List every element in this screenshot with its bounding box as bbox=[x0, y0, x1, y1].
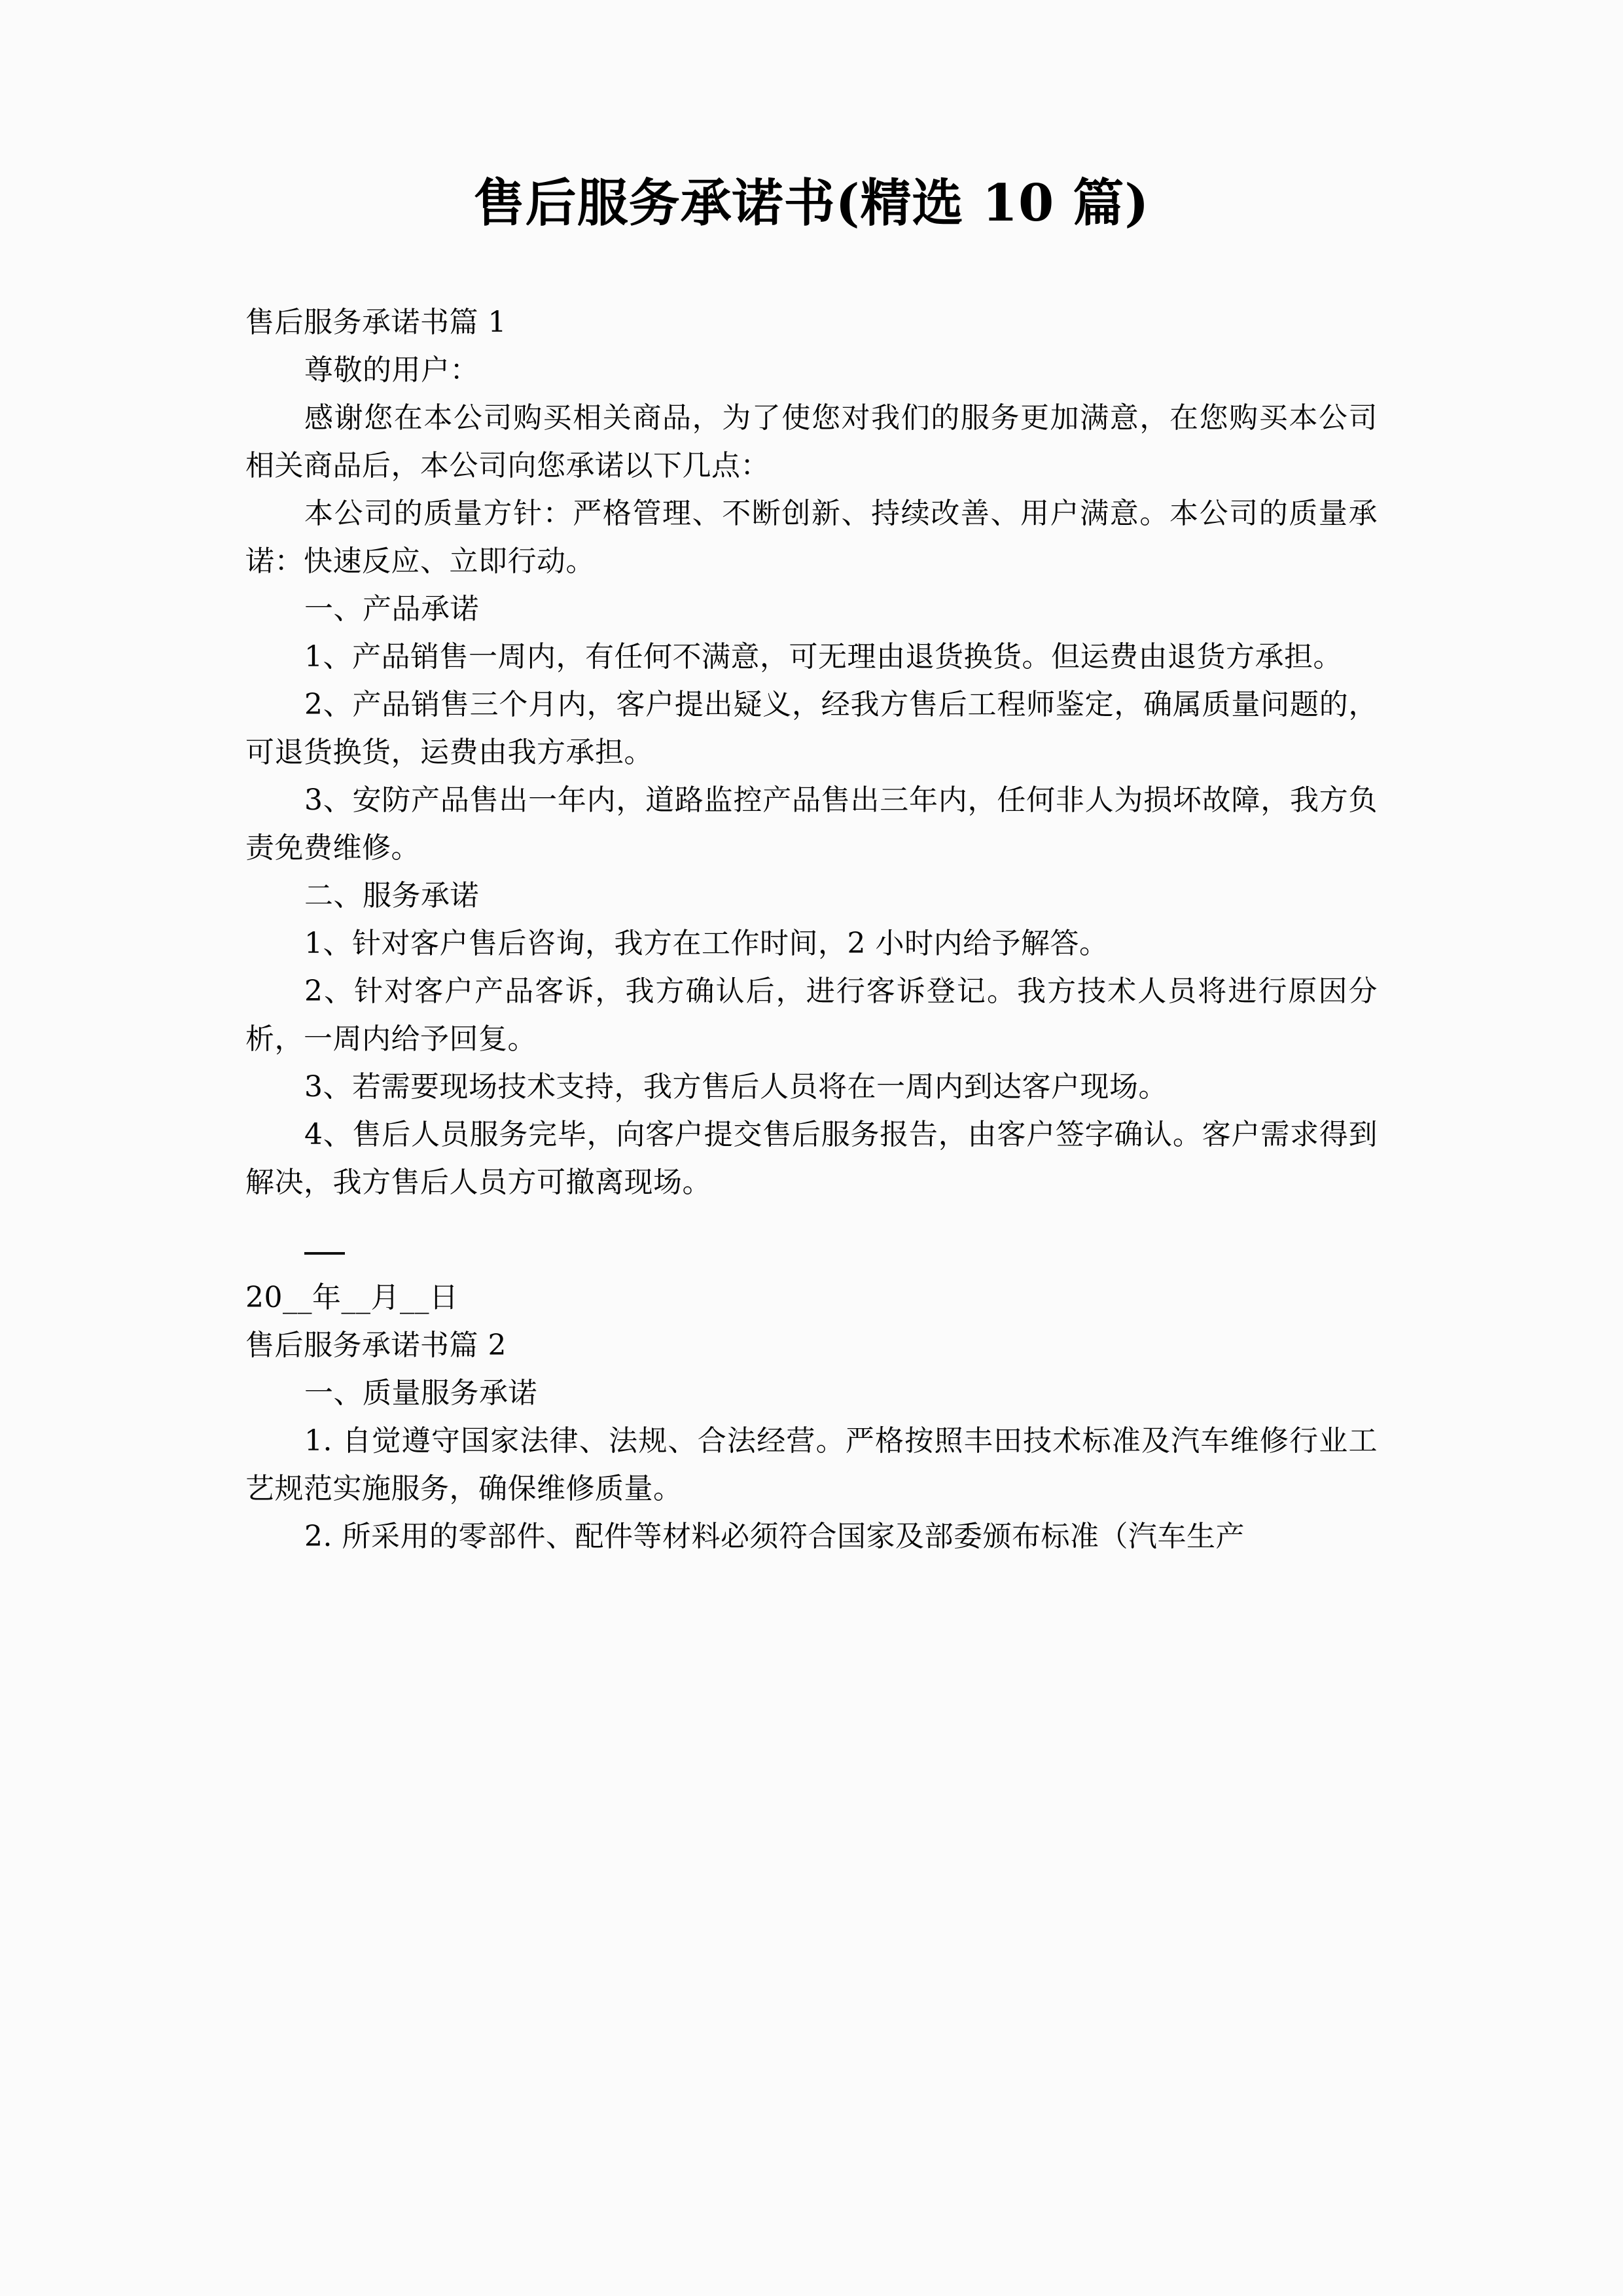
heading-service-commitment: 二、服务承诺 bbox=[304, 878, 479, 912]
date-line: 20__年__月__日 bbox=[245, 1280, 459, 1314]
list-item-product-3: 3、安防产品售出一年内，道路监控产品售出三年内，任何非人为损坏故障，我方负责免费维修。 bbox=[245, 783, 1378, 865]
section-heading-2: 售后服务承诺书篇 2 bbox=[245, 1328, 507, 1362]
signature-rule bbox=[245, 1226, 1378, 1274]
paragraph-intro: 感谢您在本公司购买相关商品，为了使您对我们的服务更加满意，在您购买本公司相关商品后，本公司向您承诺以下几点： bbox=[245, 401, 1378, 482]
section-two bbox=[245, 1321, 1378, 1560]
list-item-product-1: 1、产品销售一周内，有任何不满意，可无理由退货换货。但运费由退货方承担。 bbox=[304, 639, 1342, 673]
list-item-service-1: 1、针对客户售后咨询，我方在工作时间，2 小时内给予解答。 bbox=[304, 926, 1109, 960]
list-item-service-4: 4、售后人员服务完毕，向客户提交售后服务报告，由客户签字确认。客户需求得到解决，我方售后人员方可撤离现场。 bbox=[245, 1117, 1378, 1199]
document-content bbox=[245, 0, 1378, 1560]
list-item-service-3: 3、若需要现场技术支持，我方售后人员将在一周内到达客户现场。 bbox=[304, 1069, 1168, 1103]
list-item-product-2: 2、产品销售三个月内，客户提出疑义，经我方售后工程师鉴定，确属质量问题的，可退货换货，运费由我方承担。 bbox=[245, 687, 1378, 769]
page-title: 售后服务承诺书(精选 10 篇) bbox=[473, 173, 1150, 233]
list-item-quality-2: 2. 所采用的零部件、配件等材料必须符合国家及部委颁布标准（汽车生产 bbox=[304, 1519, 1245, 1553]
signature-dash-icon bbox=[304, 1252, 345, 1255]
section-heading-1: 售后服务承诺书篇 1 bbox=[245, 305, 507, 339]
list-item-service-2: 2、针对客户产品客诉，我方确认后，进行客诉登记。我方技术人员将进行原因分析，一周内给予回复。 bbox=[245, 974, 1378, 1056]
section-one bbox=[245, 298, 1378, 1321]
paragraph-quality-policy: 本公司的质量方针：严格管理、不断创新、持续改善、用户满意。本公司的质量承诺：快速反应、立即行动。 bbox=[245, 496, 1378, 578]
list-item-quality-1: 1. 自觉遵守国家法律、法规、合法经营。严格按照丰田技术标准及汽车维修行业工艺规范实施服务，确保维修质量。 bbox=[245, 1424, 1378, 1505]
salutation: 尊敬的用户： bbox=[304, 353, 479, 387]
spacer bbox=[245, 1206, 1378, 1226]
heading-product-commitment: 一、产品承诺 bbox=[304, 592, 479, 626]
heading-quality-service-commitment: 一、质量服务承诺 bbox=[304, 1376, 537, 1410]
